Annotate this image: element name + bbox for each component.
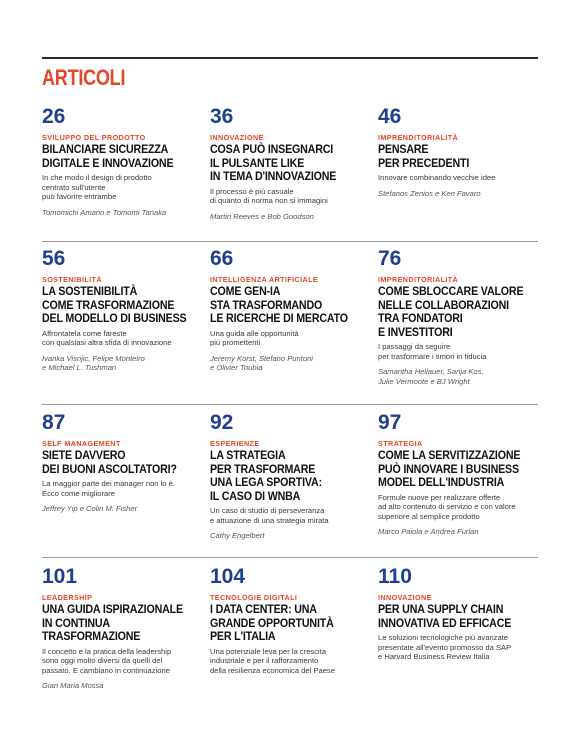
article-authors: Stefanos Zenios e Ken Favaro — [378, 188, 481, 198]
page-number: 56 — [42, 247, 66, 270]
article-headline[interactable]: UNA GUIDA ISPIRAZIONALE IN CONTINUA TRASFORMAZIONE — [42, 602, 183, 643]
article-headline[interactable]: I DATA CENTER: UNA GRANDE OPPORTUNITÀ PER L'ITALIA — [210, 602, 334, 643]
row-divider — [42, 241, 538, 242]
row-divider — [42, 557, 538, 558]
article-description: Una potenziale leva per la crescita industriale e per il rafforzamento della resilienza economica del Paese — [210, 646, 335, 675]
page-number: 76 — [378, 247, 402, 270]
article-card[interactable] — [378, 412, 538, 537]
article-headline[interactable]: COME LA SERVITIZZAZIONE PUÒ INNOVARE I BUSINESS MODEL DELL'INDUSTRIA — [378, 448, 521, 489]
article-description: I passaggi da seguire per trasformare i timori in fiducia — [378, 342, 487, 361]
article-headline[interactable]: COME GEN-IA STA TRASFORMANDO LE RICERCHE DI MERCATO — [210, 284, 348, 325]
article-card[interactable] — [210, 412, 370, 541]
article-authors: Tomomichi Amano e Tomomi Tanaka — [42, 207, 167, 217]
article-category: IMPRENDITORIALITÀ — [378, 275, 459, 284]
article-authors: Cathy Engelbert — [210, 531, 265, 541]
article-authors: Martin Reeves e Bob Goodson — [210, 211, 314, 221]
article-category: LEADERSHIP — [42, 593, 93, 602]
page-number: 97 — [378, 411, 402, 434]
article-headline[interactable]: COME SBLOCCARE VALORE NELLE COLLABORAZIONI TRA FONDATORI E INVESTITORI — [378, 284, 524, 339]
article-description: Il processo è più casuale di quanto di norma non si immagini — [210, 186, 328, 206]
article-headline[interactable]: LA STRATEGIA PER TRASFORMARE UNA LEGA SPORTIVA: IL CASO DI WNBA — [210, 448, 322, 503]
article-category: IMPRENDITORIALITÀ — [378, 133, 459, 142]
article-category: SVILUPPO DEL PRODOTTO — [42, 133, 146, 142]
page-number: 26 — [42, 105, 66, 128]
article-headline[interactable]: PER UNA SUPPLY CHAIN INNOVATIVA ED EFFICACE — [378, 602, 512, 630]
article-card[interactable] — [378, 566, 538, 668]
page-number: 92 — [210, 411, 234, 434]
article-description: Il concetto e la pratica della leadership sono oggi molto diversi da quelli del passato. E cambiano in continuazione — [42, 646, 172, 675]
article-authors: Jeremy Korst, Stefano Puntoni e Olivier Toubia — [210, 353, 313, 373]
article-category: TECNOLOGIE DIGITALI — [210, 593, 298, 602]
page-number: 101 — [42, 565, 78, 588]
page-number: 104 — [210, 565, 246, 588]
article-card[interactable] — [42, 248, 202, 373]
article-card[interactable] — [378, 106, 538, 198]
article-headline[interactable]: LA SOSTENIBILITÀ COME TRASFORMAZIONE DEL MODELLO DI BUSINESS — [42, 284, 187, 325]
article-description: Innovare combinando vecchie idee — [378, 173, 496, 182]
article-card[interactable] — [42, 106, 202, 217]
article-authors: Marco Paiola e Andrea Furlan — [378, 527, 479, 537]
article-description: Formule nuove per realizzare offerte ad alto contenuto di servizio e con valore superiore al semplice prodotto — [378, 492, 516, 521]
top-rule — [42, 57, 538, 59]
article-category: INTELLIGENZA ARTIFICIALE — [210, 275, 319, 284]
article-card[interactable] — [210, 566, 370, 681]
article-description: Una guida alle opportunità più promettenti — [210, 328, 299, 348]
article-authors: Jeffrey Yip e Colin M. Fisher — [42, 504, 138, 514]
page-number: 46 — [378, 105, 402, 128]
article-category: ESPERIENZE — [210, 439, 260, 448]
article-category: STRATEGIA — [378, 439, 423, 448]
article-headline[interactable]: BILANCIARE SICUREZZA DIGITALE E INNOVAZIONE — [42, 142, 174, 170]
article-category: INNOVAZIONE — [378, 593, 432, 602]
article-card[interactable] — [42, 566, 202, 691]
article-description: Un caso di studio di perseveranza e attuazione di una strategia mirata — [210, 506, 329, 525]
article-description: Affrontatela come fareste con qualsiasi altra sfida di innovazione — [42, 328, 172, 348]
article-headline[interactable]: COSA PUÒ INSEGNARCI IL PULSANTE LIKE IN TEMA D'INNOVAZIONE — [210, 142, 337, 183]
page-number: 36 — [210, 105, 234, 128]
article-category: INNOVAZIONE — [210, 133, 264, 142]
section-title: ARTICOLI — [42, 65, 126, 90]
article-authors: Ivanka Visnjic, Felipe Monteiro e Michael L. Tushman — [42, 353, 145, 373]
article-card[interactable] — [378, 248, 538, 386]
article-card[interactable] — [210, 106, 370, 221]
row-divider — [42, 404, 538, 405]
article-headline[interactable]: PENSARE PER PRECEDENTI — [378, 142, 470, 170]
page-number: 87 — [42, 411, 66, 434]
article-description: La maggior parte dei manager non lo è. Ecco come migliorare — [42, 479, 175, 498]
article-card[interactable] — [42, 412, 202, 514]
article-description: Le soluzioni tecnologiche più avanzate presentate all'evento promosso da SAP e Harvard Business Review Italia — [378, 633, 512, 662]
page-number: 66 — [210, 247, 234, 270]
article-authors: Samantha Hellauer, Sanja Kos, Julie Vermoote e BJ Wright — [378, 367, 484, 386]
page-number: 110 — [378, 565, 412, 588]
article-category: SELF MANAGEMENT — [42, 439, 121, 448]
article-card[interactable] — [210, 248, 370, 373]
article-description: In che modo il design di prodotto centrato sull'utente può favorire entrambe — [42, 173, 152, 202]
article-authors: Gian Maria Mossa — [42, 681, 104, 691]
article-headline[interactable]: SIETE DAVVERO DEI BUONI ASCOLTATORI? — [42, 448, 177, 476]
article-category: SOSTENIBILITÀ — [42, 275, 102, 284]
